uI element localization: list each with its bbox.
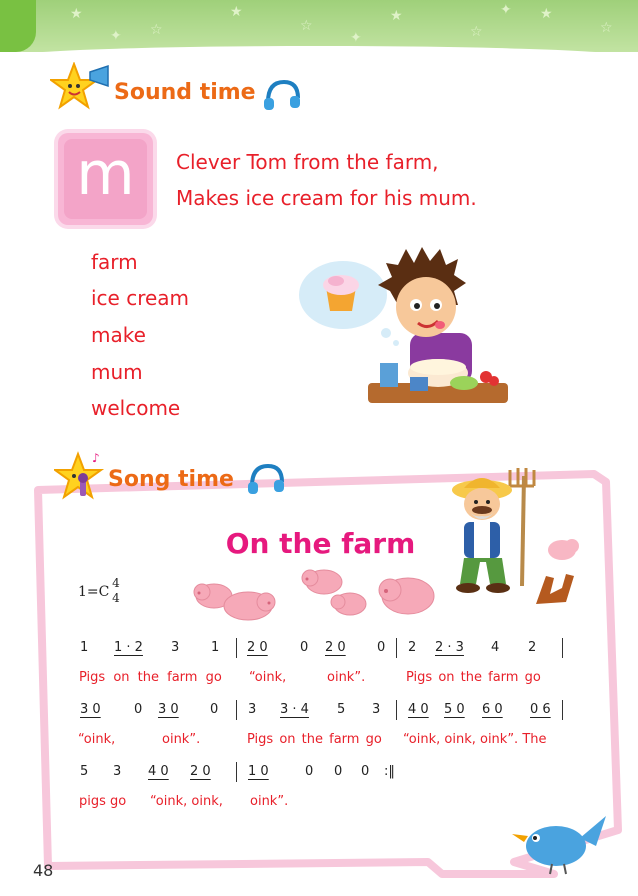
star-pattern: ★ ☆ ★ ☆ ★ ☆ ★ ☆ ✦ ✦ ✦ — [70, 2, 613, 46]
lyric: Pigs on the farm go — [406, 670, 541, 685]
word-item: farm — [91, 250, 138, 274]
time-signature — [112, 576, 120, 606]
word-item: make — [91, 323, 146, 347]
note: 2 — [528, 640, 537, 655]
song-title: On the farm — [225, 527, 416, 560]
word-item: welcome — [91, 396, 181, 420]
note: 1 0 — [248, 764, 269, 779]
time-bottom: 4 — [112, 591, 120, 605]
bar-line — [396, 700, 397, 720]
note: 1 — [211, 640, 220, 655]
note: 0 — [134, 702, 143, 717]
lyric: “oink, — [249, 670, 287, 685]
lyric: oink”. — [250, 794, 289, 809]
note: 3 0 — [80, 702, 101, 717]
star-megaphone-icon — [50, 62, 112, 114]
note: 6 0 — [482, 702, 503, 717]
note: 2 0 — [325, 640, 346, 655]
letter-card — [58, 133, 153, 225]
note: 3 0 — [158, 702, 179, 717]
note: 0 6 — [530, 702, 551, 717]
letter-m: m — [76, 139, 135, 209]
note: 0 — [210, 702, 219, 717]
note: 4 0 — [408, 702, 429, 717]
sound-time-title: Sound time — [114, 80, 256, 105]
lyric: oink”. — [327, 670, 366, 685]
lyric: “oink, oink, oink”. The — [403, 732, 547, 747]
lyric: Pigs on the farm go — [247, 732, 382, 747]
note: 0 — [361, 764, 370, 779]
pigs-illustration — [190, 562, 440, 632]
note: 4 — [491, 640, 500, 655]
headphones-icon — [262, 78, 302, 114]
rhyme-line-1: Clever Tom from the farm, — [176, 150, 439, 174]
note: 5 0 — [444, 702, 465, 717]
lyric: pigs go — [79, 794, 127, 809]
bar-line — [562, 700, 563, 720]
note: 2 — [408, 640, 417, 655]
lyric: “oink, — [78, 732, 116, 747]
bird-illustration — [510, 812, 610, 878]
word-item: mum — [91, 360, 143, 384]
bar-line — [236, 700, 237, 720]
note: 5 — [337, 702, 346, 717]
note: 2 0 — [190, 764, 211, 779]
note: 3 — [171, 640, 180, 655]
word-item: ice cream — [91, 286, 190, 310]
bar-line — [236, 762, 237, 782]
farmer-illustration — [446, 466, 594, 614]
headphones-icon — [246, 462, 286, 498]
note: 1 · 2 — [114, 640, 143, 655]
lyric: oink”. — [162, 732, 201, 747]
time-top: 4 — [112, 576, 120, 590]
note: 0 — [300, 640, 309, 655]
boy-ice-cream-illustration — [298, 245, 514, 410]
lyric: Pigs on the farm go — [79, 670, 222, 685]
key-label: 1=C — [78, 584, 110, 600]
svg-text:♪: ♪ — [92, 451, 100, 465]
note: :‖ — [384, 764, 395, 779]
key-signature — [78, 576, 120, 605]
lyric: “oink, oink, — [150, 794, 223, 809]
bar-line — [236, 638, 237, 658]
note: 1 — [80, 640, 89, 655]
note: 0 — [377, 640, 386, 655]
bar-line — [396, 638, 397, 658]
header-band — [0, 0, 638, 52]
page-number: 48 — [33, 861, 54, 880]
note: 2 0 — [247, 640, 268, 655]
note: 5 — [80, 764, 89, 779]
note: 3 — [113, 764, 122, 779]
note: 4 0 — [148, 764, 169, 779]
note: 2 · 3 — [435, 640, 464, 655]
note: 0 — [305, 764, 314, 779]
note: 3 — [372, 702, 381, 717]
song-time-title: Song time — [108, 467, 234, 492]
rhyme-line-2: Makes ice cream for his mum. — [176, 186, 477, 210]
note: 0 — [334, 764, 343, 779]
note: 3 · 4 — [280, 702, 309, 717]
star-microphone-icon — [54, 450, 108, 502]
note: 3 — [248, 702, 257, 717]
bar-line — [562, 638, 563, 658]
